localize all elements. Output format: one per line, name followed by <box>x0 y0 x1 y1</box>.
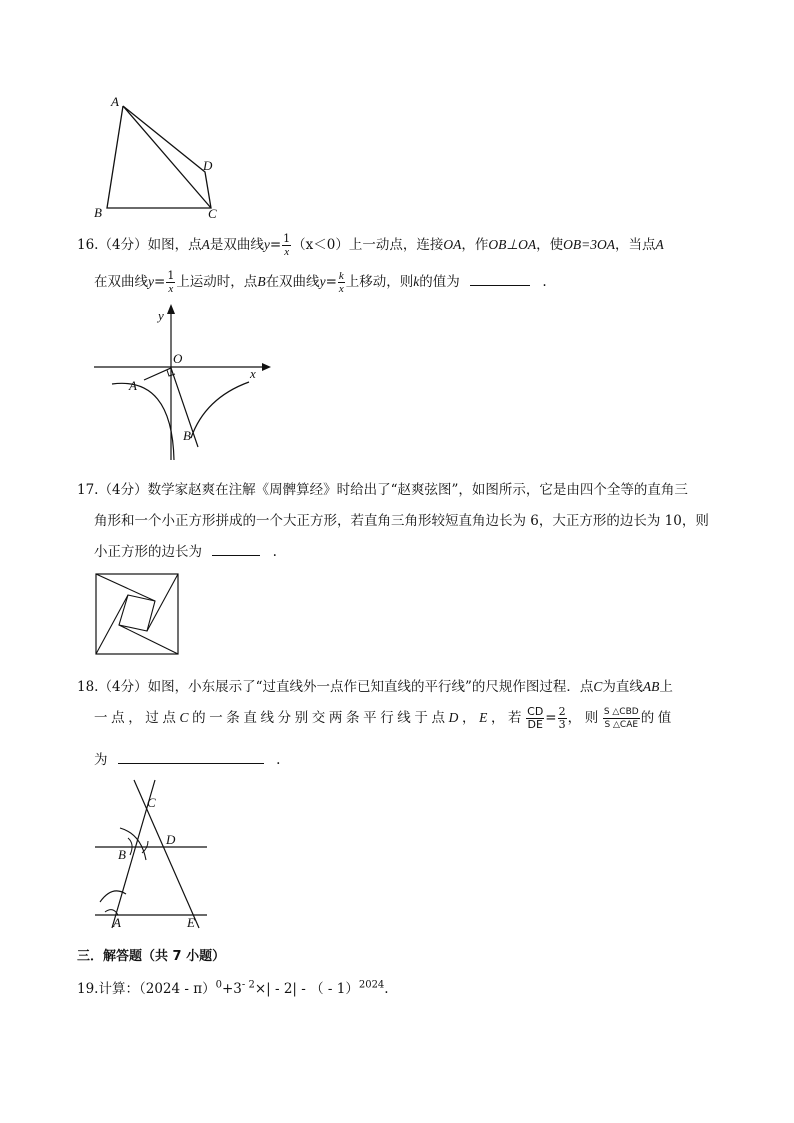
question-16-line1: 16.（4分）如图，点A是双曲线y= $\frac{1}{x}$ （x＜0）上一动点，连接OA，作OB⊥OA，使OB=3OA，当点A <box>77 232 664 258</box>
question-16-line2: 在双曲线y= $\frac{1}{x}$ 上运动时，点B在双曲线y= $\frac{k}{x}$ 上移动，则k的值为 . <box>94 269 547 295</box>
axis-x-label: x <box>250 366 256 381</box>
point-A-label: A <box>129 378 137 393</box>
section-heading: 三．解答题（共 7 小题） <box>77 949 226 964</box>
label-E: E <box>187 915 195 930</box>
question-17-line3: 小正方形的边长为 . <box>94 540 277 560</box>
question-18-line2: 一点，过点C的一条直线分别交两条平行线于点D，E，若 $\frac{CD}{DE}$ = $\frac{2}{3}$ ，则 $\frac{\text{S △CBD}}{\text{S △CAE}}$ 的值 <box>94 705 675 731</box>
fraction-2-3: $\frac{2}{3}$ <box>558 705 566 731</box>
question-19: 19.计算：$(2024 - \pi)^0+3^{- 2}\times| - 2|$ - （ - 1）$^{2024}$. <box>77 979 389 997</box>
question-18-line3: 为 . <box>94 748 280 768</box>
question-18-line1: 18.（4分）如图，小东展示了“过直线外一点作已知直线的平行线”的尺规作图过程．点C为直线AB上 <box>77 679 673 695</box>
label-A: A <box>113 915 121 930</box>
fraction-1-over-x: $\frac{1}{x}$ <box>283 232 291 258</box>
figure-quadrilateral <box>90 92 230 222</box>
answer-blank-17[interactable] <box>212 541 260 556</box>
fraction-k-over-x: $\frac{k}{x}$ <box>338 270 344 295</box>
figure-hyperbola <box>92 308 267 463</box>
fraction-cd-de: $\frac{CD}{DE}$ <box>527 705 544 731</box>
label-D: D <box>203 158 213 173</box>
figure-zhao-shuang <box>95 573 181 655</box>
origin-label: O <box>173 351 183 366</box>
axis-y-label: y <box>158 308 164 323</box>
question-17-line1: 17.（4分）数学家赵爽在注解《周髀算经》时给出了“赵爽弦图”，如图所示，它是由四个全等的直角三 <box>77 482 688 498</box>
question-17-line2: 角形和一个小正方形拼成的一个大正方形，若直角三角形较短直角边长为 6，大正方形的边长为 10，则 <box>94 513 709 529</box>
label-C: C <box>208 206 217 221</box>
label-A: A <box>111 94 119 109</box>
figure-parallel-construction <box>93 778 213 930</box>
answer-blank-18[interactable] <box>118 749 264 764</box>
label-D: D <box>166 832 176 847</box>
point-B-label: B <box>183 428 191 443</box>
label-C: C <box>147 795 156 810</box>
label-B: B <box>94 205 102 220</box>
answer-blank-16[interactable] <box>470 271 530 286</box>
fraction-area-ratio: $\frac{\text{S △CBD}}{\text{S △CAE}}$ <box>603 707 639 730</box>
label-B: B <box>118 847 126 862</box>
